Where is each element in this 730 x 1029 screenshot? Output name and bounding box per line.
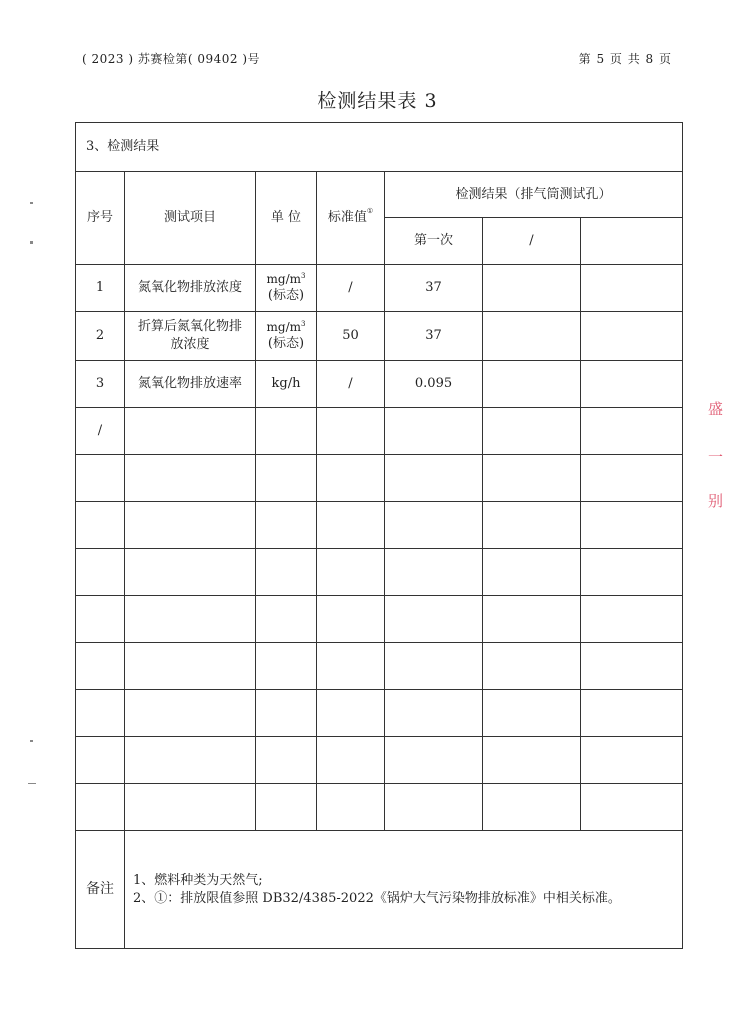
cell-unit — [256, 265, 317, 312]
cell-unit-main: kg/h — [271, 376, 301, 392]
cell-unit — [256, 408, 317, 455]
cell-second — [483, 361, 581, 408]
cell-standard — [317, 408, 385, 455]
table-row-empty — [76, 502, 683, 549]
cell-item-line2: 放浓度 — [170, 337, 210, 352]
cell-third — [581, 312, 683, 361]
cell-standard: / — [317, 265, 385, 312]
stamp-fragment: 盛 — [708, 400, 724, 418]
cell-item-line1: 折算后氮氧化物排 — [137, 319, 242, 335]
cell-third — [581, 408, 683, 455]
header-seq: 序号 — [76, 172, 125, 265]
stamp-fragment: 一 — [708, 448, 724, 466]
table-row — [76, 265, 683, 312]
cell-seq: / — [76, 408, 125, 455]
cell-seq: 2 — [76, 312, 125, 361]
table-row-empty — [76, 455, 683, 502]
stamp-fragment: 别 — [708, 492, 724, 510]
scan-speck — [30, 241, 33, 244]
cell-second — [483, 408, 581, 455]
cell-unit-sub: (标态) — [267, 336, 305, 352]
scan-speck — [30, 740, 33, 742]
header-standard-label: 标准值 — [327, 210, 367, 226]
cell-first — [385, 408, 483, 455]
report-number: ( 2023 ) 苏赛检第( 09402 )号 — [82, 52, 261, 66]
cell-unit-exponent: 3 — [301, 320, 306, 329]
cell-seq: 1 — [76, 265, 125, 312]
table-row — [76, 361, 683, 408]
header-standard — [317, 172, 385, 265]
notes-row — [76, 831, 683, 949]
cell-first: 0.095 — [385, 361, 483, 408]
note-line-2: 2、①：排放限值参照 DB32/4385-2022《锅炉大气污染物排放标准》中相关标准。 — [133, 890, 621, 906]
page-title: 检测结果表 3 — [317, 90, 438, 112]
notes-body — [125, 831, 683, 949]
section-title: 3、检测结果 — [76, 123, 683, 172]
column-header-row — [76, 172, 683, 218]
table-row-empty — [76, 643, 683, 690]
cell-first: 37 — [385, 312, 483, 361]
table-row — [76, 408, 683, 455]
cell-unit-main: mg/m — [266, 320, 301, 335]
cell-second — [483, 312, 581, 361]
cell-seq: 3 — [76, 361, 125, 408]
scan-speck — [28, 783, 36, 784]
cell-second — [483, 265, 581, 312]
table-row-empty — [76, 596, 683, 643]
section-header-row — [76, 123, 683, 172]
header-unit: 单 位 — [256, 172, 317, 265]
cell-third — [581, 265, 683, 312]
cell-item-line1: 氮氧化物排放浓度 — [137, 280, 242, 296]
cell-unit-sub: (标态) — [267, 288, 305, 304]
cell-item — [125, 312, 256, 361]
cell-standard: 50 — [317, 312, 385, 361]
header-item: 测试项目 — [125, 172, 256, 265]
cell-item — [125, 265, 256, 312]
cell-item: 氮氧化物排放速率 — [125, 361, 256, 408]
cell-unit-exponent: 3 — [301, 272, 306, 281]
cell-unit — [256, 312, 317, 361]
notes-label: 备注 — [76, 831, 125, 949]
page-indicator: 第 5 页 共 8 页 — [578, 52, 672, 66]
header-third — [581, 218, 683, 265]
cell-unit — [256, 361, 317, 408]
table-row-empty — [76, 690, 683, 737]
cell-third — [581, 361, 683, 408]
table-row — [76, 312, 683, 361]
header-second: / — [483, 218, 581, 265]
scan-speck — [30, 202, 33, 204]
table-row-empty — [76, 549, 683, 596]
table-row-empty — [76, 737, 683, 784]
cell-item — [125, 408, 256, 455]
cell-unit-main: mg/m — [266, 272, 301, 287]
header-first: 第一次 — [385, 218, 483, 265]
table-row-empty — [76, 784, 683, 831]
cell-first: 37 — [385, 265, 483, 312]
note-line-1: 1、燃料种类为天然气; — [133, 872, 263, 888]
standard-footnote-mark: ① — [366, 207, 374, 216]
header-result-group: 检测结果（排气筒测试孔） — [385, 172, 683, 218]
results-table — [75, 122, 683, 949]
cell-standard: / — [317, 361, 385, 408]
